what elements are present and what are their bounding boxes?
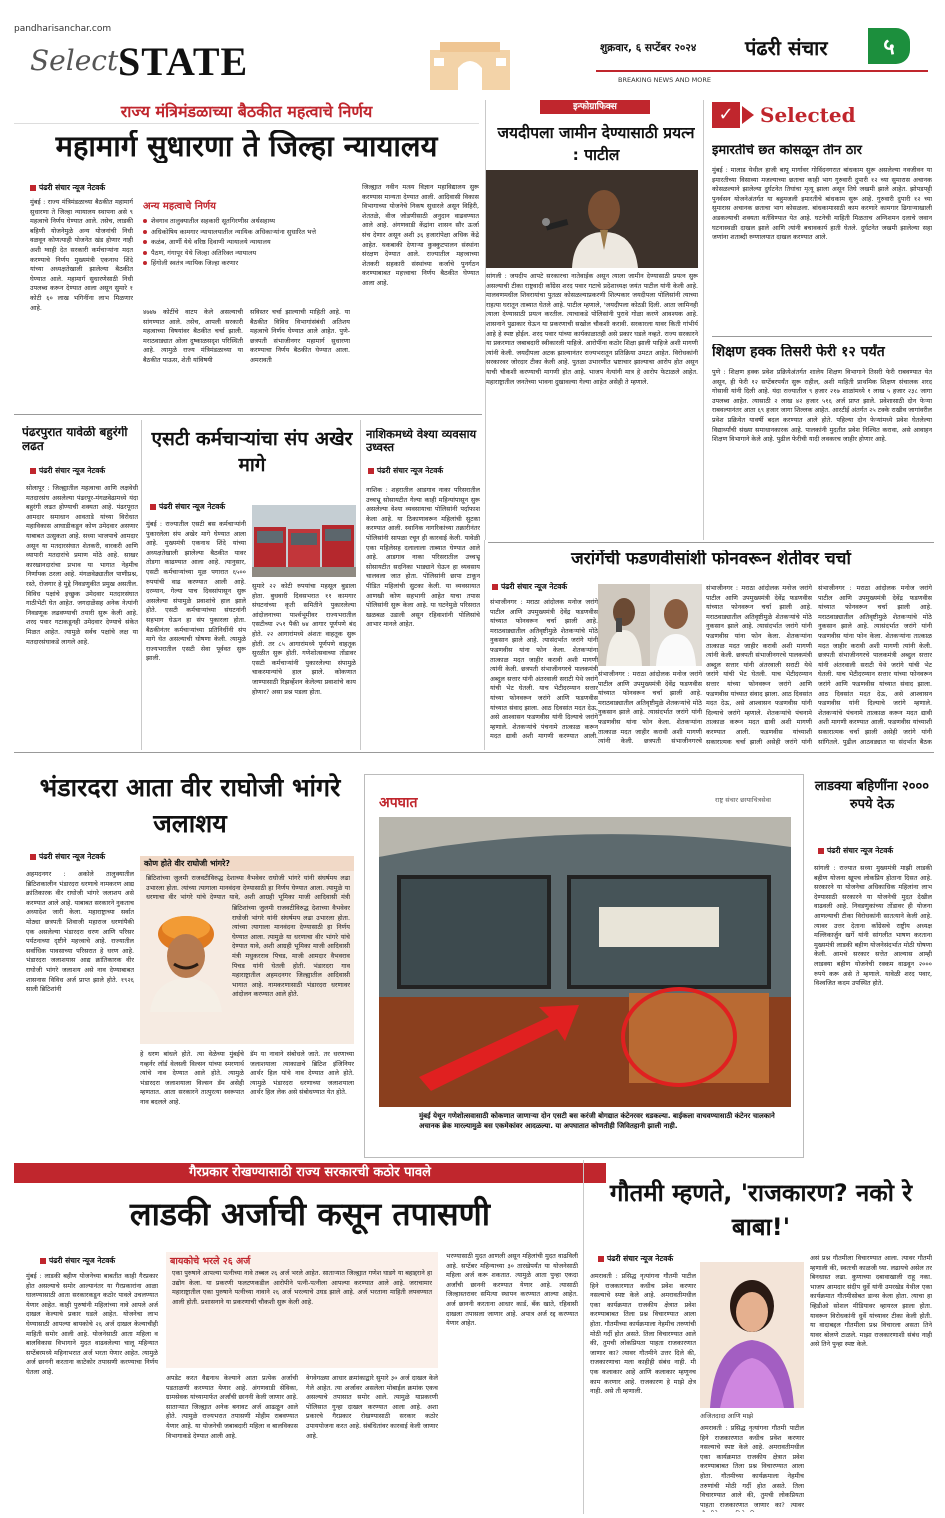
gautami-col3: असं प्रश्न गौतमीला विचारण्यात आला. त्यावर गौतमी म्हणाली की, स्वतःची काळजी घ्या. लढायचे असेल तर बिनधास्त लढा. कुणाच्या दबावाखाली राहू नका. भाजप आमदार संदीप धुर्वे यांनी उमरखेड येथील एका कार्यक्रमात गौतमीसोबत डान्स केला होता. त्याचा हा व्हिडीओ सोशल मीडियावर व्हायरल झाला होता. यावरून विरोधकांनी धुर्वे यांच्यावर टीका केली होती. या वादाबद्दल गौतमीला प्रश्न विचारला असता तिने यावर बोलणे टाळले. माझा राजकारणाशी संबंध नाही असे तिने पुन्हा स्पष्ट केले.: [810, 1254, 932, 1349]
raghoji-box-title: [140, 856, 354, 871]
jaydeep-headline: जयदीपला जामीन देण्यासाठी प्रयत्न : पाटील: [497, 124, 695, 164]
divider: [14, 752, 934, 753]
raghoji-box-body: ब्रिटिशांच्या जुलमी राजवटीविरुद्ध देशाच्या वैभवेवर राघोजी भांगरे यांनी संघर्षमय लढा उभारला होता. त्यांच्या त्यागाला मानवंदना देण्यासाठी हा निर्णय घेण्यात आला. त्यामुळे या धरणाचा वीर भांगरे यांचे देण्यात यावे, अशी आग्रही भूमिका माजी आदिवासी मंत्री: [146, 874, 350, 902]
gautami-photo: [700, 1262, 804, 1408]
divider: [14, 414, 482, 415]
selected-banner: [712, 102, 932, 128]
photo-credit: राष्ट्र संचार छायाचित्रसेवा: [715, 796, 771, 804]
pandharpur-headline: पंढरपुरात यावेळी बहुरंगी लढत: [22, 426, 128, 453]
st-strike-headline: एसटी कर्मचाऱ्यांचा संप अखेर मागे: [151, 428, 353, 476]
decision-item: हिंगोली स्वतंत्र न्यायिक जिल्हा करणार: [143, 258, 348, 269]
pandharpur-body: सोलापूर : जिल्ह्यातील महत्वाचा आणि लक्षवेधी मतदारसंघ असलेल्या पंढरपूर-मंगळवेढामध्ये यंदा बहुरंगी लढत होण्याची शक्यता आहे. पंढरपूरात आमदार समाधान आवताडे यांच्या विरोधात महाविकास आघाडीकडून कोण उमेदवार असणार याबाबत उत्सुकता आहे. सध्या भाजपाचे आमदार असून या मतदारसंघात शेतकरी, वारकरी आणि व्यापारी मतदारांचे प्रमाण मोठे आहे. साखर कारखानदारांचा प्रभाव या भागात नेहमीच निर्णायक ठरला आहे. मंगळवेढ्यातील पाणीप्रश्न, रस्ते, रोजगार हे मुद्दे निवडणुकीत प्रमुख असतील. विविध पक्षांचे इच्छुक उमेदवार मतदारसंघात गाठीभेटी घेत आहेत. जगदाळेंसह अनेक नेत्यांनी निवडणूक लढवण्याची तयारी सुरू केली आहे. शरद पवार गटाकडूनही उमेदवार देण्याचे संकेत मिळत आहेत. त्यामुळे सर्वच पक्षांचे लक्ष या मतदारसंघाकडे लागले आहे.: [26, 484, 138, 646]
decision-item: पैठण, गंगापूर येथे जिल्हा अतिरिक्त न्यायालय: [143, 248, 348, 259]
accident-tag: अपघात: [379, 795, 418, 811]
select-label: Select: [30, 44, 119, 77]
ladki2000-byline: पंढरी संचार न्यूज नेटवर्क: [818, 846, 893, 856]
ladki-col1: मुंबई : लाडकी बहीण योजनेच्या बाबतीत काही गैरप्रकार होत असल्याचे समोर आल्यानंतर या गैरप्रकारांना आळा घालण्यासाठी आता सरकारकडून कठोर पावले उचलण्यात येणार आहेत. काही पुरुषांनी महिलांच्या नावे आपले अर्ज दाखल केल्याचे प्रकार घडले आहेत. योजनेचा लाभ घेण्यासाठी आपल्या बायकोचे २६ अर्ज दाखल केल्याचीही माहिती समोर आली आहे. योजनेसाठी आता महिला व बालविकास विभागाने मुदत वाढवलेल्या चालू महिन्यात सप्टेंबरमध्ये महिनाभरात अर्ज भरता येणार आहेत. त्यामुळे अर्ज छाननी करताना काटेकोर तपासणी करण्याचा निर्णय घेतला आहे.: [26, 1272, 158, 1376]
husband-26-box: [166, 1252, 438, 1368]
column-divider: [583, 1160, 584, 1514]
gautami-byline: पंढरी संचार न्यूज नेटवर्क: [598, 1254, 673, 1264]
column-divider: [703, 100, 704, 540]
site-url[interactable]: pandharisanchar.com: [14, 24, 112, 34]
raghoji-portrait: [144, 904, 228, 1012]
cabinet-col1: मुंबई : राज्य मंत्रिमंडळाच्या बैठकीत महामार्ग सुधारणा ते जिल्हा न्यायालय स्थापना असे ९ महत्वाचे निर्णय घेण्यात आले. तसेच, लाडकी बहिणी योजनेमुळे अन्य योजनांची निधी वळवून कोणत्याही योजनेत खंड होणार नाही अशी ग्वाही देत सरकारी कर्मचाऱ्यांना मदत करण्याचे निर्णय मुख्यमंत्री एकनाथ शिंदे यांच्या अध्यक्षतेखाली झालेल्या बैठकीत घेण्यात आले. महामार्ग सुधारणेसाठी निधी उपलब्ध करून देण्यात आला असून सुमारे १ कोटी ६० लाख भगिनींना लाभ मिळणार आहे.: [30, 198, 133, 312]
cabinet-kicker-bar: [14, 100, 479, 124]
cabinet-col2: ४७४७ कोटींचे वाटप केले असल्याची सांगण्यात आले. तसेच, आपली सरकारी महत्वाच्या विषयांवर बैठकीत चर्चा झाली. मराठवाड्यात ओला दुष्काळसदृश परिस्थिती आहे. त्यामुळे राज्य मंत्रिमंडळाच्या या बैठकीत पाऊस, शेती यांविषयी: [143, 308, 243, 364]
gautami-body-cont: अमरावती : प्रसिद्ध नृत्यांगना गौतमी पाटील हिने राजकारणात कधीच प्रवेश करणार नसल्याचे स्पष्ट केले आहे. अमरावतीमधील एका कार्यक्रमात राजकीय क्षेत्रात प्रवेश करण्याबाबत तिला प्रश्न विचारण्यात आला होता. गौतमीच्या कार्यक्रमाला नेहमीच तरुणांची मोठी गर्दी होत असते. तिला विचारण्यात आले की, तुमची लोकप्रियता पाहता राजकारणात जाणार का? त्यावर: [700, 1424, 804, 1509]
decision-item: कळंब, आर्णी येथे वरिष्ठ दिवाणी न्यायालये न्यायालय: [143, 237, 348, 248]
ladki-col3: वेगवेगळ्या आधार क्रमांकाद्वारे सुमारे ३० अर्ज दाखल केले गेले आहेत. त्या अर्जावर असलेला मोबाईल क्रमांक एकच असल्याचे तपासात समोर आले. त्यामुळे याप्रकरणी पोलिसात गुन्हा दाखल करण्यात आला आहे. अशा प्रकारचे गैरप्रकार रोखण्यासाठी सरकार कठोर उपाययोजना करत आहे. संबंधितांवर कारवाई केली जाणार आहे.: [306, 1374, 438, 1440]
infographics-tag-text: इन्फोग्राफिक्स: [573, 102, 617, 112]
page-number: [868, 28, 910, 64]
gautami-headline: गौतमी म्हणते, 'राजकारण? नको रे बाबा!': [609, 1179, 913, 1241]
accident-frame: [364, 774, 804, 1158]
jarange-body-cont: संभाजीनगर : मराठा आंदोलक मनोज जरांगे पाटील आणि उपमुख्यमंत्री देवेंद्र फडणवीस यांच्यात फोनवरून चर्चा झाली आहे. मराठवाड्यातील अतिवृष्टीमुळे शेतकऱ्यांचे मोठे नुकसान झाले आहे. त्यासंदर्भात जरांगे यांनी फडणवीस यांना फोन केला. शेतकऱ्यांना तात्काळ मदत जाहीर करावी अशी मागणी त्यांनी केली. छत्रपती संभाजीनगरचे पालकमंत्री अब्दुल सत्तार यांनी अंतरवाली सराटी येथे जरांगे यांची भेट घेतली. याच भेटीदरम्यान सत्तार यांच्या फोनवरून जरांगे आणि फडणवीस यांच्यात संवाद झाला. आठ दिवसांत मदत देऊ, असे आश्वासन फडणवीस यांनी दिल्याचे जरांगे म्हणाले. शेतकऱ्यांचे पंचनामे तात्काळ करून मदत द्यावी अशी मागणी करण्यात आली. फडणवीस यांच्याशी सकारात्मक चर्चा झाली असेही जरांगे यांनी सांगितले. पुढील आठवड्यात या संदर्भात बैठक: [818, 584, 932, 746]
box-body: एका पुरुषाने आपल्या पत्नीच्या नावे तब्बल २६ अर्ज भरले आहेत. साताऱ्यात जिल्ह्यात गणेश घाडगे या बहाद्दराने हा उद्योग केला. या प्रकरणी फलटणकडील आरोपीने पत्नी-पत्नीला आपल्या करण्यात आले आहे. जराचामार महाराष्ट्रातील एका पुरुषाने पत्नीच्या नावाने २६ अर्ज भरल्याचे उघड झाले आहे. अर्ज भरताना माहिती लपवण्यात आली होती. प्रशासनाने या प्रकरणाची चौकशी सुरू केली आहे.: [172, 1269, 432, 1306]
column-divider: [141, 420, 142, 750]
raghoji-box-body-2: [232, 904, 350, 1040]
box-title: अन्य महत्वाचे निर्णय: [143, 201, 216, 212]
divider: [712, 336, 932, 337]
decision-item: अधिकोषिय कामगार न्यायालयातील न्यायिक अधिकाऱ्यांना सुधारित भत्ते: [143, 227, 348, 238]
jarange-body: संभाजीनगर : मराठा आंदोलक मनोज जरांगे पाटील आणि उपमुख्यमंत्री देवेंद्र फडणवीस यांच्यात फोनवरून चर्चा झाली आहे. मराठवाड्यातील अतिवृष्टीमुळे शेतकऱ्यांचे मोठे नुकसान झाले आहे. त्यासंदर्भात जरांगे यांनी फडणवीस यांना फोन केला. शेतकऱ्यांना तात्काळ मदत जाहीर करावी अशी मागणी त्यांनी केली. छत्रपती संभाजीनगरचे पालकमंत्री अब्दुल सत्तार यांनी अंतरवाली सराटी येथे जरांगे यांची भेट घेतली. याच भेटीदरम्यान सत्तार यांच्या फोनवरून जरांगे आणि फडणवीस यांच्यात संवाद झाला. आठ दिवसांत मदत देऊ, असे आश्वासन फडणवीस यांनी दिल्याचे जरांगे म्हणाले. शेतकऱ्यांचे पंचनामे तात्काळ करून मदत द्यावी अशी मागणी करण्यात आली.: [490, 598, 598, 741]
check-icon: ✓: [712, 102, 740, 128]
nashik-byline: पंढरी संचार न्यूज नेटवर्क: [368, 466, 443, 476]
st-col2: सुमारे २२ कोटी रुपयांचा महसूल बुडाला होता. बुधवारी दिवसभरात ११ कामगार संघटनांच्या कृती समितीने पुकारलेल्या आंदोलनाच्या पार्श्वभूमीवर राज्यभरातील एसटीच्या २५१ पैकी ७४ आगार पूर्णपणे बंद होते. २२ आगारांमध्ये अंशतः वाहतूक सुरू होती. तर ८५ आगारांमध्ये पूर्णपणे वाहतूक सुरळीत सुरू होती. गणेशोत्सवाच्या तोंडावर एसटी कर्मचाऱ्यांनी पुकारलेल्या संपामुळे चाकरमान्यांचे हाल झाले. कोकणात जाण्यासाठी रिझर्व्हेशन केलेल्या प्रवाशांचे काय होणार? असा प्रश्न पडला होता.: [252, 582, 356, 696]
patil-photo: [486, 170, 698, 268]
nashik-headline: नाशिकमध्ये वेश्या व्यवसाय उध्वस्त: [366, 428, 477, 455]
jarange-body-cont: संभाजीनगर : मराठा आंदोलक मनोज जरांगे पाटील आणि उपमुख्यमंत्री देवेंद्र फडणवीस यांच्यात फोनवरून चर्चा झाली आहे. मराठवाड्यातील अतिवृष्टीमुळे शेतकऱ्यांचे मोठे नुकसान झाले आहे. त्यासंदर्भात जरांगे यांनी फडणवीस यांना फोन केला. शेतकऱ्यांना तात्काळ मदत जाहीर करावी अशी मागणी त्यांनी केली. छत्रपती संभाजीनगरचे पालकमंत्री अब्दुल सत्तार यांनी अंतरवाली सराटी येथे जरांगे यांची भेट घेतली. याच भेटीदरम्यान सत्तार यांच्या फोनवरून जरांगे आणि फडणवीस यांच्यात संवाद झाला. आठ दिवसांत मदत देऊ, असे आश्वासन फडणवीस यांनी दिल्याचे जरांगे म्हणाले. शेतकऱ्यांचे पंचनामे तात्काळ करून मदत द्यावी अशी मागणी करण्यात आली. फडणवीस यांच्याशी सकारात्मक चर्चा झाली असेही जरांगे यांनी: [706, 584, 812, 746]
box-body-cont: ब्रिटिशांच्या जुलमी राजवटीविरुद्ध देशाच्या वैभवेवर राघोजी भांगरे यांनी संघर्षमय लढा उभारला होता. त्यांच्या त्यागाला मानवंदना देण्यासाठी हा निर्णय घेण्यात आला. त्यामुळे या धरणाचा वीर भांगरे यांचे देण्यात यावे, अशी आग्रही भूमिका माजी आदिवासी मंत्री मधुकरराव पिचड, माजी आमदार वैभवराव पिचड यांनी घेतली होती. भंडारदरा गाव महाराष्ट्रातील अहमदनगर जिल्ह्यातील आदिवासी भागात आहे. नामकरणासाठी भंडारदरा धरणावर आंदोलन करण्यात आले होते.: [232, 904, 350, 999]
jarange-col2: [598, 670, 702, 746]
st-buses-photo: [252, 505, 356, 577]
bhandardara-byline: पंढरी संचार न्यूज नेटवर्क: [30, 852, 105, 862]
accident-photo: [379, 817, 791, 1107]
decision-item: शेवगाव तालुक्यातील सहकारी सूतगिरणीस अर्थसहाय्य: [143, 216, 348, 227]
rte-headline: शिक्षण हक्क तिसरी फेरी १२ पर्यंत: [712, 344, 885, 360]
ladki2000-body: सांगली : राज्यात सध्या मुख्यमंत्री माझी लाडकी बहीण योजना खूपच लोकप्रिय होताना दिसत आहे. सरकारने या योजनेचा अधिकाधिक महिलांना लाभ देण्यासाठी सरकारने या योजनेची मुदत देखील वाढवली आहे. निवडणुकांच्या तोंडावर ही योजना आणल्याची टीका विरोधकांनी सातत्याने केली आहे. त्यावर उत्तर देताना काँग्रेसचे राष्ट्रीय अध्यक्ष मल्लिकार्जुन खर्गे यांनी सांगलीत भाषण करताना मुख्यमंत्री लाडकी बहीण योजनेसंदर्भात मोठी घोषणा केली. आमचे सरकार सत्तेत आल्यास आम्ही लाडक्या बहीण योजनेची रक्कम वाढवून २००० रुपये करू असे ते म्हणाले. यावेळी शरद पवार, विश्वजित कदम उपस्थित होते.: [814, 864, 932, 988]
divider: [488, 542, 934, 543]
bhandardara-col1: अहमदनगर : अकोले तालुक्यातील ब्रिटिशकालीन भंडारदरा धरणाचे नामकरण आद्य क्रांतिकारक वीर राघोजी भांगरे जलाशय असे करण्यात आले आहे. याबाबत सरकारने नुकताच अध्यादेश जारी केला. महाराष्ट्राच्या सर्वात मोठ्या छत्रपती शिवाजी महाराज धरणांपैकी एक असलेल्या भंडारदरा धरण आणि परिसर पर्यटनाच्या दृष्टीने महत्त्वाचे आहे. राज्यातील सर्वाधिक पावसाच्या परिसरात हे धरण आहे. भंडारदरा जलाशयास आद्य क्रांतिकारक वीर राघोजी भांगरे जलाशय असे नाव देण्याबाबत शासनास विविध अर्ज प्राप्त झाले होते. १९२६ साली ब्रिटिशांनी: [26, 870, 134, 994]
column-divider: [485, 100, 486, 540]
section-title: STATE: [118, 39, 249, 84]
collapse-headline: इमारतीचे छत कोसळून तीन ठार: [712, 144, 862, 158]
gautami-col1: अमरावती : प्रसिद्ध नृत्यांगना गौतमी पाटील हिने राजकारणात कधीच प्रवेश करणार नसल्याचे स्पष्ट केले आहे. अमरावतीमधील एका कार्यक्रमात राजकीय क्षेत्रात प्रवेश करण्याबाबत तिला प्रश्न विचारण्यात आला होता. गौतमीच्या कार्यक्रमाला नेहमीच तरुणांची मोठी गर्दी होत असते. तिला विचारण्यात आले की, तुमची लोकप्रियता पाहता राजकारणात जाणार का? त्यावर गौतमीने उत्तर दिले की, राजकारणाचा मला काहीही संबंध नाही. मी एक कलाकार आहे आणि कलाकार म्हणूनच काम करणार आहे. राजकारण हे माझे क्षेत्र नाही. असे ती म्हणाली.: [590, 1272, 696, 1396]
selected-arrow-icon: [742, 106, 754, 124]
cabinet-col3: सविस्तर चर्चा झाल्याची माहिती आहे. या बैठकीत विविध विभागांसंबंधी अतिशय महत्वाचे निर्णय घेण्यात आले आहेत. पुणे- छत्रपती संभाजीनगर महामार्ग सुधारणा करण्याचा निर्णय बैठकीत घेण्यात आला. अमरावती: [250, 308, 350, 364]
ladki-byline: पंढरी संचार न्यूज नेटवर्क: [40, 1256, 115, 1266]
column-divider: [484, 540, 485, 750]
jaydeep-body: सांगली : जयदीप आपटे सरकारचा नातेवाईक असून त्याला जामीन देण्यासाठी प्रयत्न सुरू असल्याची टीका राष्ट्रवादी काँग्रेस शरद पवार गटाचे प्रदेशाध्यक्ष जयंत पाटील यांनी केली आहे. मालवणमधील शिवरायांचा पुतळा कोसळल्याप्रकरणी शिल्पकार जयदीपला पोलिसांनी त्याच्या राहत्या घरातून ताब्यात घेतले आहे. पाटील म्हणाले, 'जयदीपला कोठडी दिली. आता जामिनही त्याला देण्यासाठी प्रयत्न करतील. त्याचाकडे पोलिसांनी पुरावे गोळा करणे आवश्यक आहे. शासनाने पुढाकार घेऊन या प्रकरणाची सखोल चौकशी करावी. सरकारला यावर किती गांभीर्य आहे हे स्पष्ट होईल. शरद पवार यांच्या कार्यकाळातही असे प्रकार घडले नव्हते. राज्य सरकारने या प्रकरणात जबाबदारी स्वीकारली पाहिजे. आरोपींना कठोर शिक्षा झाली पाहिजे अशी मागणी त्यांनी केली. जयदीपला अटक झाल्यानंतर राज्यभरातून प्रतिक्रिया उमटत आहेत. विरोधकांनी सरकारवर जोरदार टीका केली आहे. पुतळा उभारणीत भ्रष्टाचार झाल्याचा आरोप होत असून याची चौकशी करण्याची मागणी होत आहे. भाजप नेत्यांनी मात्र हे आरोप फेटाळले आहेत. महाराष्ट्रातील जनतेच्या भावना दुखावल्या गेल्या आहेत असेही ते म्हणाले.: [486, 272, 698, 386]
decisions-list: [143, 216, 348, 269]
ladki-col4: भरण्यासाठी मुदत आणली असून महिलांची मुदत वाढविली आहे. सप्टेंबर महिन्याच्या ३० तारखेपर्यंत या योजनेसाठी महिला अर्ज करू शकतात. त्यामुळे आता पुन्हा एकदा अर्जांची छाननी करण्यात येणार आहे. त्यासाठी जिल्हास्तरावर समित्या स्थापन करण्यात आल्या आहेत. अर्ज छाननी करताना आधार कार्ड, बँक खाते, रहिवासी दाखला तपासला जाणार आहे. अपात्र अर्ज रद्द करण्यात येणार आहेत.: [446, 1252, 578, 1328]
cabinet-kicker: राज्य मंत्रिमंडळाच्या बैठकीत महत्वाचे निर्णय: [120, 102, 373, 121]
accident-caption: मुंबई येथून गणेशोत्सवासाठी कोकणात जाणाऱ्या दोन एसटी बस करंजी बोगद्यात कंटेनरवर धडकल्या. बाईकला वाचवण्यासाठी कंटेनर चालकाने अचानक ब्रेक मारल्यामुळे बस एकमेकांवर आदळल्या. या अपघातात कोणतीही जिवितहानी झाली नाही.: [419, 1112, 775, 1130]
ladki-col2: अपडेट करत वैद्यनाथ केल्याने आता प्रत्येक अर्जाची पडताळणी करण्यात येणार आहे. अंगणवाडी सेविका, ग्रामसेवक यांच्यामार्फत अर्जांची छाननी केली जाणार आहे. साताऱ्यात जिल्ह्यात अनेक बनावट अर्ज आढळून आले होते. त्यामुळे राज्यभरात तपासणी मोहीम राबवण्यात येणार आहे. या योजनेची जबाबदारी महिला व बालविकास विभागाकडे देण्यात आली आहे.: [166, 1374, 298, 1440]
cabinet-headline: महामार्ग सुधारणा ते जिल्हा न्यायालय: [55, 130, 438, 163]
selected-label: Selected: [760, 103, 856, 127]
ladki-kicker: गैरप्रकार रोखण्यासाठी राज्य सरकारची कठोर पावले: [189, 1165, 431, 1180]
collapse-body: मुंबई : मालाड येथील हाजी बापू मार्गावर गोविंदनगरात बांधकाम सुरू असलेल्या नवजीवन या इमारतीच्या विसाव्या मजल्याच्या छताचा काही भाग गुरुवारी दुपारी १२ च्या सुमारास अचानक कोसळल्याने झालेल्या दुर्घटनेत तिघांचा मृत्यू झाला असून तिघे जखमी झाले आहेत. झोपडपट्टी पुनर्वसन योजनेअंतर्गत या बहुमजली इमारतीचे बांधकाम सुरू आहे. गुरुवारी दुपारी १२ च्या सुमारास अचानक छताचा भाग कोसळला. बांधकामासाठी काम करणारे कामगार ढिगाऱ्याखाली अडकल्याची शक्यता वर्तविण्यात येत आहे. घटनेची माहिती मिळताच अग्निशमन दलाचे जवान घटनास्थळी दाखल झाले आणि त्यांनी बचावकार्य हाती घेतले. दुर्घटनेत जखमी झालेल्या सहा जणांना शताब्दी रुग्णालयात दाखल करण्यात आले.: [712, 166, 932, 242]
nashik-body: नाशिक : शहरातील आडगाव नाका परिसरातील उच्चभ्रू सोसायटीत गेल्या काही महिन्यांपासून सुरू असलेल्या वेश्या व्यवसायाचा पोलिसांनी पर्दाफाश केला आहे. या ठिकाणावरून महिलांची सुटका करण्यात आली. स्थानिक नागरिकांच्या तक्रारीनंतर पोलिसांनी सापळा रचून ही कारवाई केली. यावेळी एका महिलेसह दलालाला ताब्यात घेण्यात आले आहे. आडगाव नाका परिसरातील उच्चभ्रू सोसायटीत सदनिका भाड्याने घेऊन हा व्यवसाय चालवला जात होता. पोलिसांनी छापा टाकून पीडित महिलांची सुटका केली. या व्यवसायात आणखी कोण सहभागी आहेत याचा तपास पोलिसांनी सुरू केला आहे. या घटनेमुळे परिसरात खळबळ उडाली असून रहिवाशांनी पोलिसांचे आभार मानले आहेत.: [366, 486, 480, 629]
column-divider: [360, 420, 361, 750]
cabinet-byline: पंढरी संचार न्यूज नेटवर्क: [30, 183, 105, 193]
raghoji-box: [140, 856, 354, 1044]
ladki-kicker-bar: [14, 1163, 606, 1183]
ladki2000-headline: लाडक्या बहिणींना २००० रुपये देऊ: [814, 779, 930, 812]
jarange-col4: [818, 584, 932, 746]
infographics-tag: [540, 100, 650, 114]
cabinet-col4: जिल्ह्यात नवीन मत्स्य विज्ञान महाविद्यालय सुरू करण्यास मान्यता देण्यात आली. आदिवासी विकास विभागाच्या योजनेचे निकष सुधारले असून विहिरी, शेततळे, वीज जोडणीसाठी अनुदान वाढवण्यात आले आहे. अंगणवाडी केंद्रांना शासन सौर ऊर्जा संच देणार असून अशी ३६ हजारांपेक्षा अधिक केंद्रे आहेत. थकबाकी देणाऱ्या कुक्कुटपालन संस्थांना संरक्षण देण्यात आले. राज्यातील महत्त्वाच्या शेतकरी सहकारी संस्थांच्या कर्जाचे पुनर्गठन करण्याबाबत महत्त्वाचा निर्णय बैठकीत घेण्यात आला आहे.: [362, 183, 479, 287]
ladki-headline: लाडकी अर्जाची कसून तपासणी: [129, 1195, 491, 1233]
bhandardara-col2: हे धरण बांधले होते. त्या वेळेच्या मुंबईचे गव्हर्नर लॉर्ड वेलस्ली विल्सन यांच्या स्मरणार्थ त्यांचे नाव देण्यात आले होते. त्यामुळे भंडारदरा जलाशयाला विल्सन डॅम असेही म्हणतात. आता सरकारने तात्पुरत्या स्वरूपात नाव बदलले आहे.: [140, 1050, 244, 1106]
st-col1: मुंबई : राज्यातील एसटी बस कर्मचाऱ्यांनी पुकारलेला संप अखेर मागे घेण्यात आला आहे. मुख्यमंत्री एकनाथ शिंदे यांच्या अध्यक्षतेखाली झालेल्या बैठकीत यावर तोडगा काढण्यात आला आहे. त्यानुसार, एसटी कर्मचाऱ्यांच्या मूळ पगारात ६५०० रुपयांची वाढ करण्यात आली आहे. दरम्यान, गेल्या पाच दिवसांपासून सुरू असलेल्या संपामुळे प्रवाशांचे हाल झाले होते. एसटी कर्मचाऱ्यांच्या संघटनांनी सहभाग घेऊन हा संप पुकारला होता. बैठकीनंतर कर्मचाऱ्यांच्या प्रतिनिधींनी संप मागे घेत असल्याची घोषणा केली. त्यामुळे राज्यभरातील एसटी सेवा पूर्ववत सुरू झाली.: [146, 520, 246, 663]
masthead-rule: [596, 70, 928, 72]
rte-body: पुणे : शिक्षण हक्क प्रवेश प्रक्रियेअंतर्गत शालेय शिक्षण विभागाने तिसरी फेरी राबवण्यात येत असून, ही फेरी १२ सप्टेंबरपर्यंत सुरू राहील, अशी माहिती प्राथमिक शिक्षण संचालक शरद गोसावी यांनी दिली आहे. यंदा राज्यातील ९ हजार २१७ शाळांमध्ये १ लाख ५ हजार २३८ जागा उपलब्ध आहेत. त्यासाठी २ लाख ४२ हजार ५१६ अर्ज प्राप्त झाले. प्रवेशासाठी दोन फेऱ्या राबवल्यानंतर आता ६९ हजार जागा शिल्लक आहेत. आरटीई अंतर्गत २५ टक्के राखीव जागांवरील प्रवेश प्रक्रियेत यावर्षी बदल करण्यात आले होते. पहिल्या दोन फेऱ्यांमध्ये प्रवेश घेतलेल्या विद्यार्थ्यांची संख्या समाधानकारक आहे. पालकांनी मुदतीत प्रवेश निश्चित करावा, असे आवाहन शिक्षण विभागाने केले आहे. पुढील फेरीची यादी लवकरच जाहीर होणार आहे.: [712, 368, 932, 444]
jarange-col3: [706, 584, 812, 746]
pandharpur-byline: पंढरी संचार न्यूज नेटवर्क: [30, 466, 105, 476]
jarange-headline: जरांगेंची फडणवीसांशी फोनवरून शेतीवर चर्चा: [571, 550, 851, 569]
tagline: BREAKING NEWS AND MORE: [618, 76, 711, 84]
gautami-col2: [700, 1424, 804, 1512]
paper-name: पंढरी संचार: [745, 36, 828, 60]
gautami-photo-caption: अजितदादा आणि माझे: [700, 1412, 754, 1420]
jarange-body-cont: संभाजीनगर : मराठा आंदोलक मनोज जरांगे पाटील आणि उपमुख्यमंत्री देवेंद्र फडणवीस यांच्यात फोनवरून चर्चा झाली आहे. मराठवाड्यातील अतिवृष्टीमुळे शेतकऱ्यांचे मोठे नुकसान झाले आहे. त्यासंदर्भात जरांगे यांनी फडणवीस यांना फोन केला. शेतकऱ्यांना तात्काळ मदत जाहीर करावी अशी मागणी त्यांनी केली. छत्रपती संभाजीनगरचे: [598, 670, 702, 746]
st-byline: पंढरी संचार न्यूज नेटवर्क: [150, 502, 225, 512]
page-number-text: ५: [883, 35, 895, 60]
bhandardara-headline: भंडारदरा आता वीर राघोजी भांगरे जलाशय: [39, 773, 341, 838]
date: शुक्रवार, ६ सप्टेंबर २०२४: [600, 42, 697, 54]
gateway-graphic: [420, 34, 520, 90]
cabinet-other-decisions-box: [143, 198, 348, 304]
jarange-fadnavis-photo: [598, 584, 702, 666]
jarange-byline: पंढरी संचार न्यूज नेटवर्क: [492, 582, 567, 592]
box-title: बायकोचे भरले २६ अर्ज: [170, 1256, 251, 1267]
masthead: [0, 0, 945, 92]
bhandardara-col3: डॅम या नावाने संबोधले जाते. तर धरणाच्या जलाशयाला त्याकाळचे ब्रिटिश इंजिनियर आर्थर हिल यांचे नाव देण्यात आले होते. त्यामुळे भंडारदरा धरणाच्या जलाशयाला आर्थर हिल लेक असे संबोधण्यात येत होते.: [250, 1050, 354, 1097]
box-title-text: कोण होते वीर राघोजी भांगरे?: [144, 859, 231, 868]
